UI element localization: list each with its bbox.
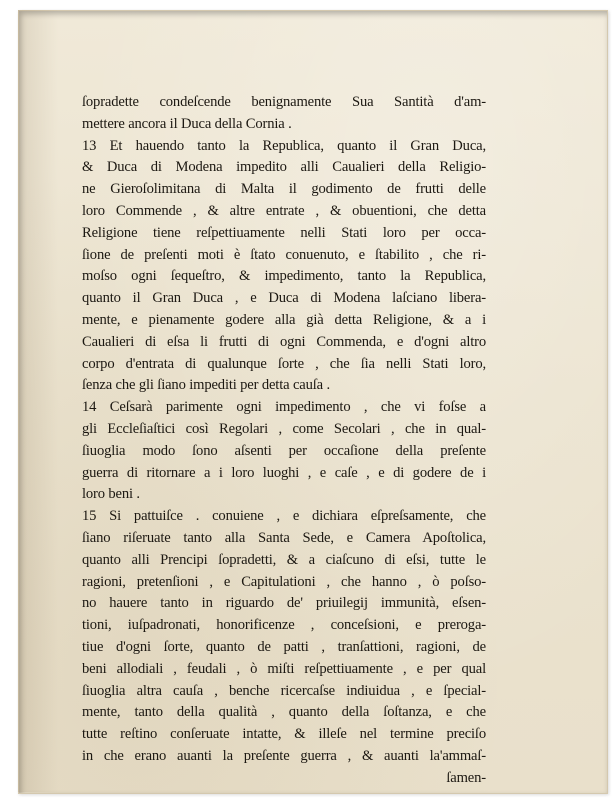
catchword: ſamen- (446, 769, 486, 786)
text-line: mente, e pienamente godere alla già detta Religione, & a i (82, 311, 486, 328)
text-line: quanto il Gran Duca , e Duca di Modena laſciano libera- (82, 290, 486, 307)
document-body (82, 92, 486, 790)
text-line: 13 Et hauendo tanto la Republica, quanto il Gran Duca, (82, 137, 486, 154)
text-line: ſopradette condeſcende benignamente Sua Santità d'am- (82, 94, 486, 110)
text-line: guerra di ritornare a i loro luoghi , e caſe , e di godere de i (82, 464, 486, 481)
text-line: ſenza che gli ſiano impediti per detta cauſa . (82, 377, 330, 394)
text-line: ſiuoglia modo ſono aſsenti per occaſione della preſente (82, 442, 486, 459)
text-line: no hauere tanto in riguardo de' priuilegij immunità, eſsen- (82, 595, 486, 612)
text-line: Caualieri di eſsa li frutti di ogni Commenda, e d'ogni altro (82, 333, 486, 350)
text-line: Religione tiene reſpettiuamente nelli Stati loro per occa- (82, 224, 486, 241)
text-line: ſiano riſeruate tanto alla Santa Sede, e Camera Apoſtolica, (82, 529, 486, 546)
text-line: ne Gieroſolimitana di Malta il godimento de frutti delle (82, 181, 486, 198)
text-line: moſso ogni ſequeſtro, & impedimento, tanto la Republica, (82, 268, 486, 285)
text-line: corpo d'entrata di qualunque ſorte , che ſia nelli Stati loro, (82, 355, 486, 372)
text-line: loro beni . (82, 486, 140, 503)
text-line: loro Commende , & altre entrate , & obuentioni, che detta (82, 202, 486, 219)
text-line: quanto alli Prencipi ſopradetti, & a ciaſcuno di eſsi, tutte le (82, 551, 486, 568)
text-line: tiue d'ogni ſorte, quanto de patti , tranſattioni, ragioni, de (82, 638, 486, 655)
text-line: tutte reſtino conſeruate intatte, & illeſe nel termine preciſo (82, 726, 486, 743)
text-line: 15 Si pattuiſce . conuiene , e dichiara eſpreſsamente, che (82, 508, 486, 525)
text-line: & Duca di Modena impedito alli Caualieri della Religio- (82, 159, 486, 176)
text-line: beni allodiali , feudali , ò miſti reſpettiuamente , e per qual (82, 660, 486, 677)
text-line: mente, tanto della qualità , quanto della ſoſtanza, e che (82, 704, 486, 721)
text-line: in che erano auanti la preſente guerra , & auanti la'ammaſ- (82, 747, 486, 764)
text-line: mettere ancora il Duca della Cornia . (82, 115, 292, 132)
text-line: ſione de preſenti moti è ſtato conuenuto, e ſtabilito , che ri- (82, 246, 486, 263)
text-line: ragioni, pretenſioni , e Capitulationi , che hanno , ò poſso- (82, 573, 486, 590)
text-line: 14 Ceſsarà parimente ogni impedimento , che vi foſse a (82, 399, 486, 416)
text-line: ſiuoglia altra cauſa , benche ricercaſse indiuidua , e ſpecial- (82, 682, 486, 699)
text-line: gli Eccleſiaſtici così Regolari , come Secolari , che in qual- (82, 420, 486, 437)
text-line: tioni, iuſpadronati, honorificenze , conceſsioni, e preroga- (82, 617, 486, 634)
